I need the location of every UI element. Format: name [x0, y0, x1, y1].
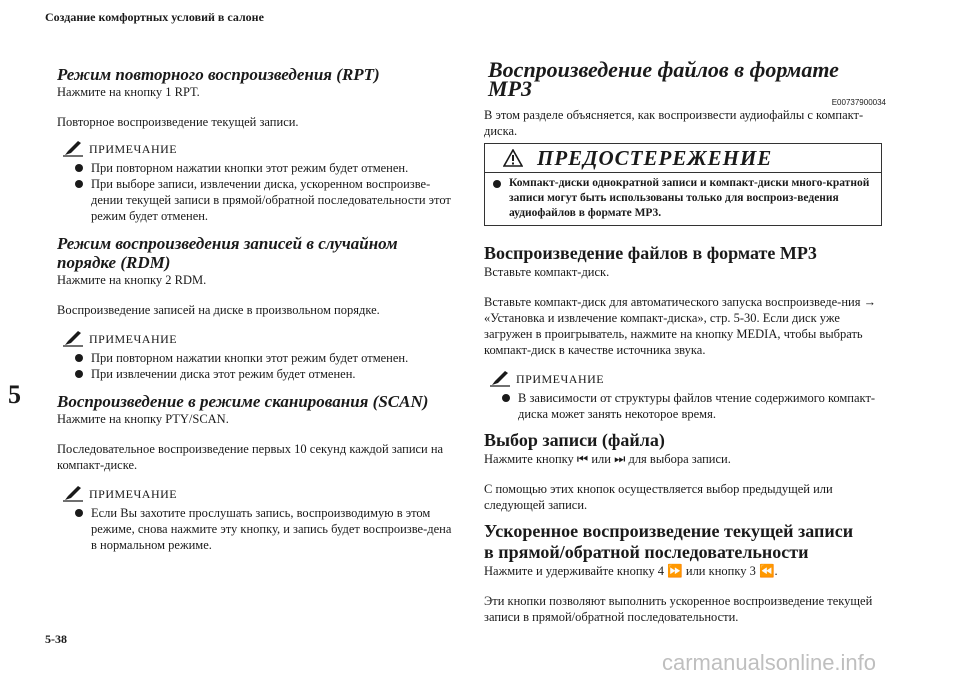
- chapter-marker: 5: [8, 380, 21, 409]
- note-bullet: При повторном нажатии кнопки этот режим будет отменен.: [73, 160, 457, 176]
- note-title: ПРИМЕЧАНИЕ: [89, 141, 178, 156]
- ff-heading-line1: Ускоренное воспроизведение текущей записи: [484, 521, 854, 541]
- note-title: ПРИМЕЧАНИЕ: [516, 371, 605, 386]
- mp3-heading: Воспроизведение файлов в формате MP3: [484, 243, 817, 263]
- warning-text: Компакт-диски однократной записи и компакт-диски много-кратной записи могут быть использованы только для воспроиз-ведения аудиофайлов в формате MP3.: [491, 176, 875, 221]
- mp3-description: Вставьте компакт-диск для автоматического запуска воспроизведе-ния → «Установка и извлечение компакт-диска», стр. 5-30. Если диск уже загружен в проигрыватель, нажмите на кнопку MEDIA, чтобы выбрать компакт-диск в качестве источника звука.: [484, 295, 877, 357]
- ff-instruction: Нажмите и удерживайте кнопку 4 ⏩ или кнопку 3 ⏪.: [484, 564, 778, 578]
- watermark: carmanualsonline.info: [662, 650, 877, 675]
- note-pencil-icon: [63, 486, 83, 502]
- next-track-icon: ⏭: [614, 452, 626, 466]
- select-heading: Выбор записи (файла): [484, 430, 665, 450]
- rpt-instruction: Нажмите на кнопку 1 RPT.: [57, 85, 200, 99]
- select-text-mid: или: [591, 452, 611, 466]
- rpt-note: [63, 138, 457, 224]
- rdm-heading: Режим воспроизведения записей в случайном порядке (RDM): [57, 234, 398, 272]
- right-column: [484, 57, 886, 139]
- note-title: ПРИМЕЧАНИЕ: [89, 486, 178, 501]
- note-bullet: В зависимости от структуры файлов чтение содержимого компакт-диска может занять некоторое время.: [500, 390, 884, 422]
- rdm-instruction: Нажмите на кнопку 2 RDM.: [57, 273, 207, 287]
- note-bullet: Если Вы захотите прослушать запись, воспроизводимую в этом режиме, снова нажмите эту кнопку, и запись будет воспроизве-дена в нормальном режиме.: [73, 505, 457, 553]
- select-instruction: [484, 451, 884, 467]
- prev-track-icon: ⏮: [576, 452, 589, 466]
- scan-note: [63, 483, 457, 553]
- section-code: E00737900034: [831, 98, 886, 107]
- ff-heading-line2: в прямой/обратной последовательности: [484, 542, 809, 562]
- rewind-icon: ⏪: [758, 564, 775, 578]
- mp3-instruction: Вставьте компакт-диск.: [484, 265, 610, 279]
- note-pencil-icon: [63, 141, 83, 157]
- right-column-lower: [484, 243, 884, 625]
- page-header: Создание комфортных условий в салоне: [45, 10, 264, 24]
- rdm-description: Воспроизведение записей на диске в произвольном порядке.: [57, 303, 380, 317]
- note-bullet: При выборе записи, извлечении диска, ускоренном воспроизве-дении текущей записи в прямой/обратной последовательности этот режим будет отменен.: [73, 176, 457, 224]
- ff-description: Эти кнопки позволяют выполнить ускоренное воспроизведение текущей записи в прямой/обратной последовательности.: [484, 594, 873, 624]
- select-text-post: для выбора записи.: [628, 452, 731, 466]
- note-title: ПРИМЕЧАНИЕ: [89, 331, 178, 346]
- scan-heading: Воспроизведение в режиме сканирования (SCAN): [57, 392, 429, 411]
- page-title: Воспроизведение файлов в формате MP3: [488, 57, 839, 101]
- rdm-note: [63, 328, 457, 382]
- scan-instruction: Нажмите на кнопку PTY/SCAN.: [57, 412, 229, 426]
- warning-box: [484, 143, 882, 226]
- note-bullet: При извлечении диска этот режим будет отменен.: [73, 366, 457, 382]
- note-bullet: При повторном нажатии кнопки этот режим будет отменен.: [73, 350, 457, 366]
- ff-text-mid: или кнопку 3: [685, 564, 756, 578]
- select-description: С помощью этих кнопок осуществляется выбор предыдущей или следующей записи.: [484, 482, 833, 512]
- warning-triangle-icon: [503, 149, 523, 167]
- note-pencil-icon: [490, 371, 510, 387]
- intro-text: В этом разделе объясняется, как воспроизвести аудиофайлы с компакт-диска.: [484, 108, 864, 138]
- fast-forward-icon: ⏩: [667, 564, 683, 578]
- warning-title: ПРЕДОСТЕРЕЖЕНИЕ: [537, 145, 773, 170]
- rpt-description: Повторное воспроизведение текущей записи.: [57, 115, 299, 129]
- note-pencil-icon: [63, 331, 83, 347]
- select-text-pre: Нажмите кнопку: [484, 452, 574, 466]
- scan-description: Последовательное воспроизведение первых 10 секунд каждой записи на компакт-диске.: [57, 442, 444, 472]
- left-column: [57, 65, 457, 553]
- mp3-note: [490, 368, 884, 422]
- rpt-heading: Режим повторного воспроизведения (RPT): [57, 65, 380, 84]
- ff-text-pre: Нажмите и удерживайте кнопку 4: [484, 564, 665, 578]
- page-number: 5-38: [45, 632, 67, 646]
